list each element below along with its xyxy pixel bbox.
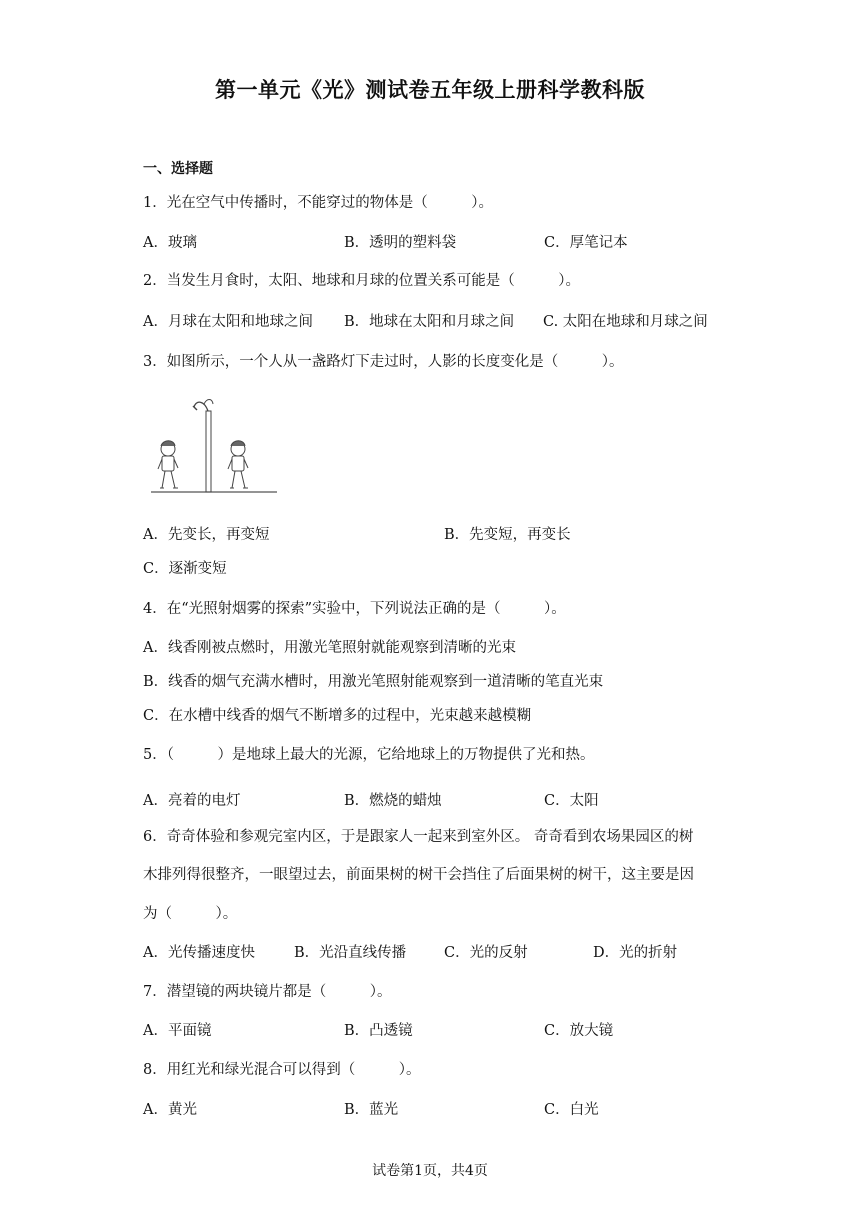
question-3-option-c: C．逐渐变短 (143, 561, 227, 577)
question-8-option-a: A．黄光 (143, 1102, 197, 1118)
page-footer: 试卷第1页，共4页 (372, 1163, 488, 1179)
question-2-option-b: B．地球在太阳和月球之间 (344, 314, 515, 330)
section-heading: 一、选择题 (143, 161, 213, 177)
question-7-option-c: C．放大镜 (544, 1023, 614, 1039)
question-3-stem: 3．如图所示，一个人从一盏路灯下走过时，人影的长度变化是（ ）。 (143, 354, 624, 370)
street-lamp-figure (149, 395, 279, 497)
question-7-option-b: B．凸透镜 (344, 1023, 413, 1039)
question-1-option-b: B．透明的塑料袋 (344, 235, 457, 251)
question-1-option-a: A．玻璃 (143, 235, 197, 251)
question-7-stem: 7．潜望镜的两块镜片都是（ ）。 (143, 984, 392, 1000)
question-5-option-a: A．亮着的电灯 (143, 793, 241, 809)
question-2-option-a: A．月球在太阳和地球之间 (143, 314, 313, 330)
question-2-stem: 2．当发生月食时，太阳、地球和月球的位置关系可能是（ ）。 (143, 273, 580, 289)
question-6-stem-line-2: 木排列得很整齐，一眼望过去，前面果树的树干会挡住了后面果树的树干，这主要是因 (143, 867, 694, 883)
question-3-option-a: A．先变长，再变短 (143, 527, 270, 543)
question-4-option-b: B．线香的烟气充满水槽时，用激光笔照射能观察到一道清晰的笔直光束 (143, 674, 604, 690)
question-6-stem-line-3: 为（ ）。 (143, 906, 238, 922)
question-4-option-a: A．线香刚被点燃时，用激光笔照射就能观察到清晰的光束 (143, 640, 516, 656)
question-3-option-b: B．先变短，再变长 (444, 527, 571, 543)
question-4-option-c: C．在水槽中线香的烟气不断增多的过程中，光束越来越模糊 (143, 708, 532, 724)
question-7-option-a: A．平面镜 (143, 1023, 212, 1039)
question-8-option-b: B．蓝光 (344, 1102, 399, 1118)
question-4-stem: 4．在“光照射烟雾的探索”实验中，下列说法正确的是（ ）。 (143, 601, 566, 617)
question-6-option-c: C．光的反射 (444, 945, 528, 961)
question-5-stem: 5．（ ）是地球上最大的光源，它给地球上的万物提供了光和热。 (143, 747, 595, 763)
page-title: 第一单元《光》测试卷五年级上册科学教科版 (215, 77, 645, 102)
question-2-option-c: C. 太阳在地球和月球之间 (543, 314, 708, 330)
question-5-option-b: B．燃烧的蜡烛 (344, 793, 442, 809)
question-1-stem: 1．光在空气中传播时，不能穿过的物体是（ ）。 (143, 195, 493, 211)
question-1-option-c: C．厚笔记本 (544, 235, 628, 251)
question-8-option-c: C．白光 (544, 1102, 599, 1118)
question-8-stem: 8．用红光和绿光混合可以得到（ ）。 (143, 1062, 421, 1078)
question-6-option-b: B．光沿直线传播 (294, 945, 407, 961)
question-5-option-c: C．太阳 (544, 793, 599, 809)
question-6-option-a: A．光传播速度快 (143, 945, 255, 961)
question-6-option-d: D．光的折射 (593, 945, 678, 961)
question-6-stem-line-1: 6．奇奇体验和参观完室内区，于是跟家人一起来到室外区。 奇奇看到农场果园区的树 (143, 829, 694, 845)
